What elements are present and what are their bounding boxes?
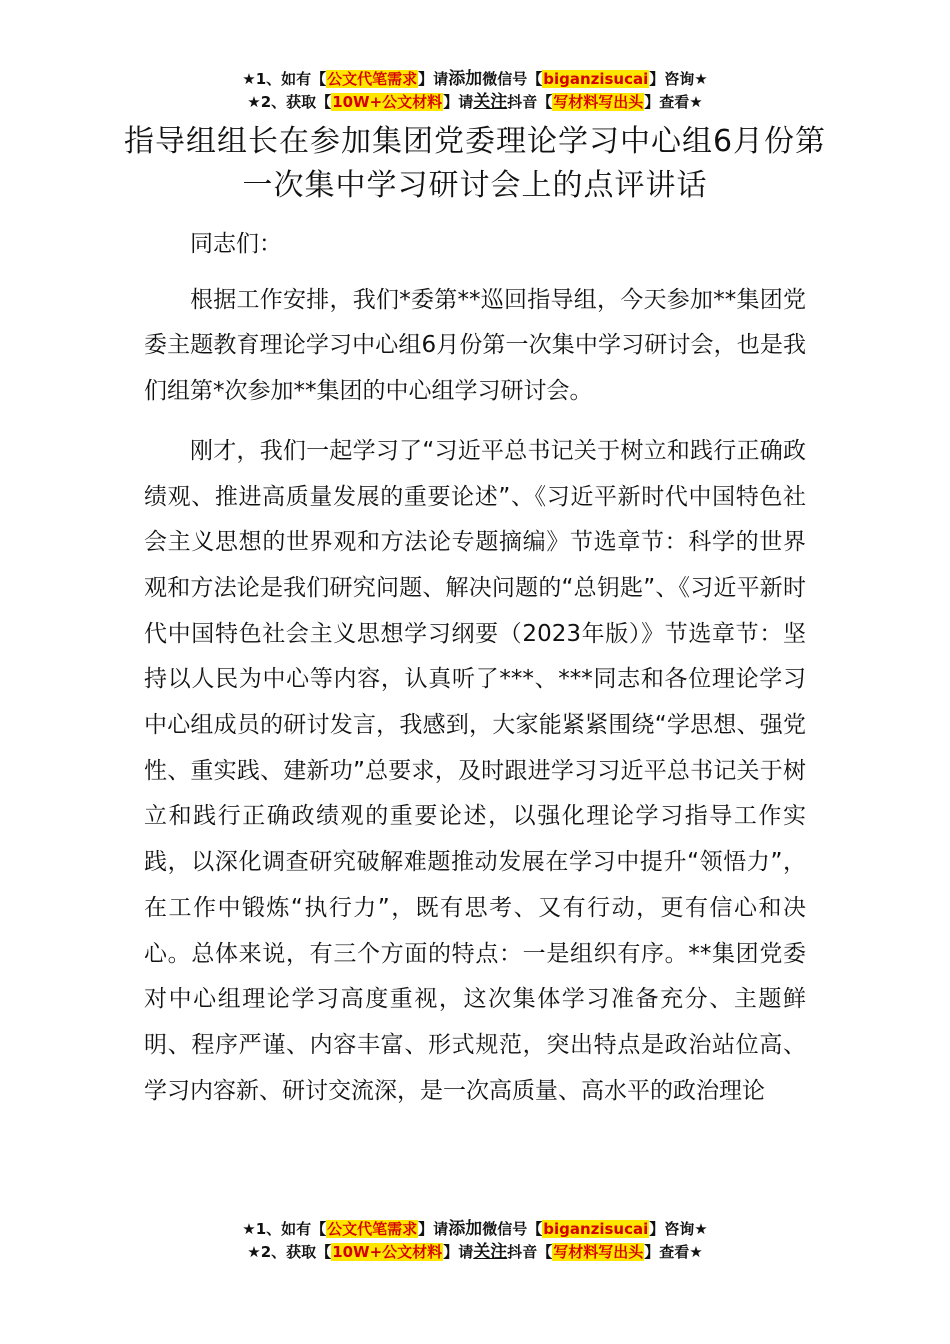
promo-line-2: ★2、获取【10W+公文材料】请关注抖音【写材料写出头】查看★ — [247, 1242, 703, 1262]
promo-highlight-wechat: biganzisucai — [543, 70, 649, 88]
promo-banner-bottom — [0, 1218, 950, 1264]
promo-line-1: ★1、如有【公文代笔需求】请添加微信号【biganzisucai】咨询★ — [242, 1219, 708, 1239]
promo-highlight-douyin: 写材料写出头 — [553, 93, 644, 111]
promo-highlight-service: 公文代笔需求 — [327, 70, 418, 88]
paragraph-1: 根据工作安排，我们*委第**巡回指导组，今天参加**集团党委主题教育理论学习中心组6月份第一次集中学习研讨会，也是我们组第*次参加**集团的中心组学习研讨会。 — [144, 286, 806, 405]
promo-highlight-douyin: 写材料写出头 — [553, 1243, 644, 1261]
promo-highlight-wechat: biganzisucai — [543, 1220, 649, 1238]
paragraph-2: 刚才，我们一起学习了“习近平总书记关于树立和践行正确政绩观、推进高质量发展的重要论述”、《习近平新时代中国特色社会主义思想的世界观和方法论专题摘编》节选章节：科学的世界观和方法论是我们研究问题、解决问题的“总钥匙”、《习近平新时代中国特色社会主义思想学习纲要（2023年版）》节选章节：坚持以人民为中心等内容，认真听了***、***同志和各位理论学习中心组成员的研讨发言，我感到，大家能紧紧围绕“学思想、强党性、重实践、建新功”总要求，及时跟进学习习近平总书记关于树立和践行正确政绩观的重要论述，以强化理论学习指导工作实践，以深化调查研究破解难题推动发展在学习中提升“领悟力”，在工作中锻炼“执行力”，既有思考、又有行动，更有信心和决心。总体来说，有三个方面的特点：一是组织有序。**集团党委对中心组理论学习高度重视，这次集体学习准备充分、主题鲜明、程序严谨、内容丰富、形式规范，突出特点是政治站位高、学习内容新、研讨交流深，是一次高质量、高水平的政治理论 — [144, 437, 806, 1104]
promo-line-1: ★1、如有【公文代笔需求】请添加微信号【biganzisucai】咨询★ — [242, 69, 708, 89]
promo-highlight-materials: 10W+公文材料 — [332, 93, 443, 111]
promo-banner-top — [0, 68, 950, 114]
promo-highlight-service: 公文代笔需求 — [327, 1220, 418, 1238]
document-title: 指导组组长在参加集团党委理论学习中心组6月份第一次集中学习研讨会上的点评讲话 — [123, 124, 827, 203]
promo-highlight-materials: 10W+公文材料 — [332, 1243, 443, 1261]
salutation: 同志们： — [190, 231, 282, 257]
promo-line-2: ★2、获取【10W+公文材料】请关注抖音【写材料写出头】查看★ — [247, 92, 703, 112]
document-body — [144, 222, 806, 1128]
